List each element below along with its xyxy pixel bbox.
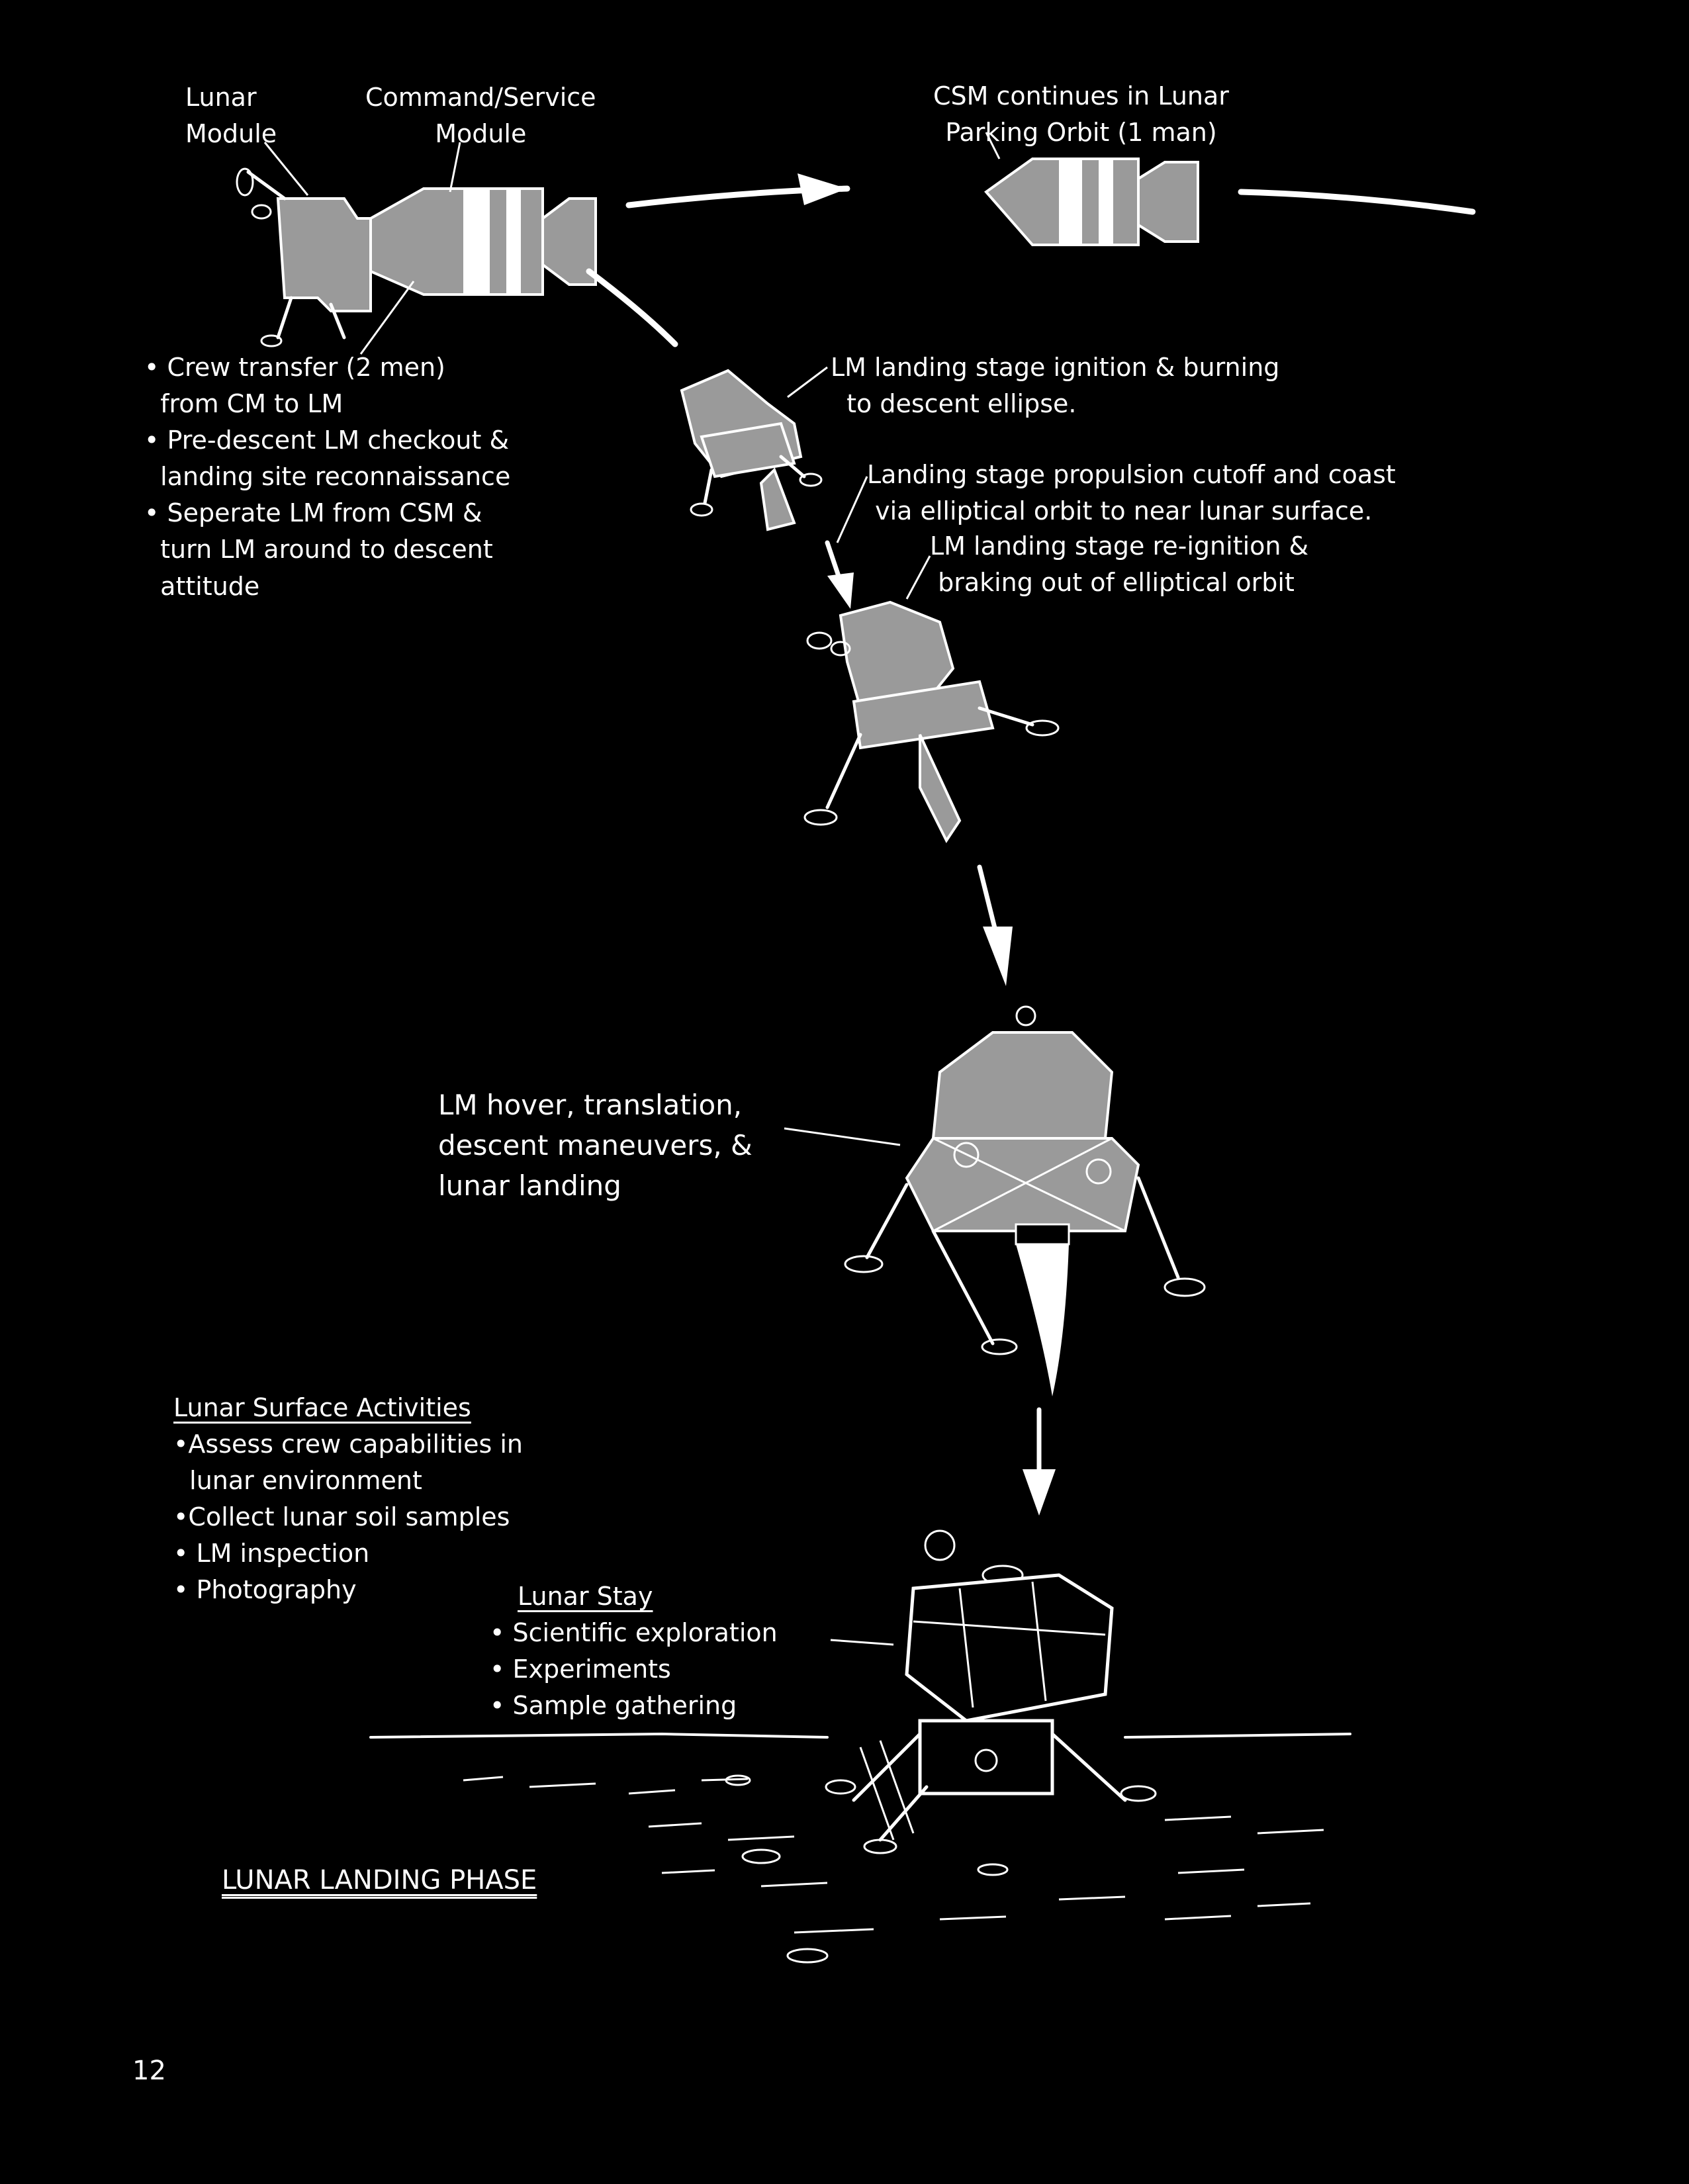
crew-step-separate: • Seperate LM from CSM & turn LM around to descent attitude <box>144 498 493 601</box>
separation-path <box>589 271 675 344</box>
descent-arrow-2-head <box>983 927 1013 986</box>
reignition-leader <box>907 556 930 599</box>
docked-lm-csm-drawing <box>237 169 596 346</box>
lunar-surface <box>371 1734 1350 1962</box>
lm-ignition-drawing <box>682 371 821 529</box>
lunar-stay-heading: Lunar Stay <box>518 1582 653 1611</box>
surface-activity-item: • Photography <box>173 1575 357 1605</box>
lunar-stay-item: • Experiments <box>490 1655 671 1684</box>
crew-step-checkout: • Pre-descent LM checkout & landing site reconnaissance <box>144 426 511 492</box>
surface-activities-heading: Lunar Surface Activities <box>173 1393 471 1422</box>
surface-activity-item: •Collect lunar soil samples <box>173 1502 510 1532</box>
hover-label: LM hover, translation, descent maneuvers, & lunar landing <box>438 1089 753 1202</box>
csm-label: Command/Service Module <box>365 83 596 149</box>
hover-leader <box>784 1128 900 1145</box>
lunar-module-label: Lunar Module <box>185 83 277 149</box>
cutoff-leader <box>837 477 867 543</box>
ignition-label: LM landing stage ignition & burning to descent ellipse. <box>831 353 1280 419</box>
cutoff-label: Landing stage propulsion cutoff and coast via elliptical orbit to near lunar surface. <box>867 460 1396 526</box>
page-number: 12 <box>132 2056 166 2086</box>
csm-parking-orbit-drawing <box>986 159 1198 245</box>
stay-leader <box>831 1640 893 1645</box>
lm-landed-drawing <box>826 1531 1156 1853</box>
lunar-stay-block <box>490 1578 778 1724</box>
lm-reignition-drawing <box>805 602 1058 841</box>
orbit-arrowhead <box>798 173 847 205</box>
crew-steps-list <box>144 349 510 605</box>
lunar-stay-item: • Sample gathering <box>490 1691 737 1721</box>
phase-title: LUNAR LANDING PHASE <box>222 1865 537 1895</box>
surface-activity-item: • LM inspection <box>173 1539 370 1569</box>
crew-step-transfer: • Crew transfer (2 men) from CM to LM <box>144 353 445 419</box>
surface-activity-item: •Assess crew capabilities in lunar environment <box>173 1430 524 1496</box>
csm-orbit-label: CSM continues in Lunar Parking Orbit (1 man) <box>933 81 1229 148</box>
lunar-stay-item: • Scientific exploration <box>490 1618 778 1648</box>
surface-activities-block <box>173 1390 523 1609</box>
csm-orbit-path <box>1241 192 1473 212</box>
reignition-label: LM landing stage re-ignition & braking out of elliptical orbit <box>930 531 1309 598</box>
lm-hover-drawing <box>845 1007 1205 1396</box>
descent-arrow-3-head <box>1023 1469 1056 1516</box>
ignition-leader <box>788 367 827 397</box>
descent-arrow-1-head <box>827 572 854 609</box>
